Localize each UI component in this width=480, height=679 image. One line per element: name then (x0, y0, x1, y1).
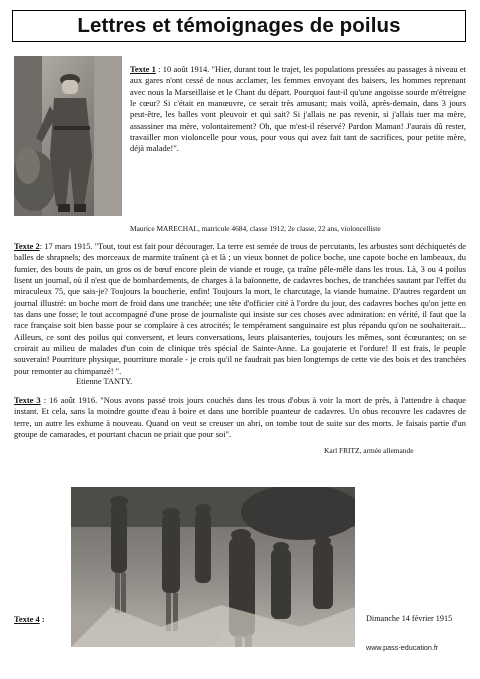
texte-3-body: : 16 août 1916. "Nous avons passé trois jours couchés dans les trous d'obus à voir la mort de près, à l'attendre à chaque instant. Et cela, sans la moindre goutte d'eau à boire et dans une horrible puanteur de cadavres. Un obus recouvre les cadavres de terre, un autre les exhume à nouveau. Quand on veut se creuser un abri, on tombe tout de suite sur des morts. Je faisais partie d'un groupe de camarades, et pourtant chacun ne priait que pour soi". (14, 395, 466, 440)
soldier-portrait-image (14, 56, 122, 216)
texte-1-signature: Maurice MARECHAL, matricule 4684, classe 1912, 2e classe, 22 ans, violoncelliste (130, 224, 381, 233)
texte-4 (14, 614, 45, 624)
texte-2-body: : 17 mars 1915. "Tout, tout est fait pour décourager. La terre est semée de trous de percutants, les arbustes sont déchiquetés de balles de shrapnels; des morceaux de marmite traînent çà et là ; un vieux bonnet de police boche, une capote boche en lambeaux, du fumier, des bouts de pain, un gros os de bœuf encore plein de viande et rouge, ça traîne pêle-mêle dans les trous. Là, 3 ou 4 poilus lisent un journal, où il n'est que de bombardements, de charges à la baïonnette, de cadavres boches, de tranchées sautant par l'effet du miraculeux 75, que sais-je? Toujours la boucherie, enfin! Toujours la mort, le charcutage, la viande humaine. D'autres regardent un journal illustré: un boche mort de froid dans une tranchée; une tête d'officier cité à l'ordre du jour, des cadavres boches qu'on jette en tas dans une fosse; le tout accompagné d'une prose de journaliste qui insiste sur ces choses avec admiration: en vérité, il faut que la race française soit bien basse pour se complaire à ces atrocités; le tempérament sanguinaire est plus répandu qu'on ne souhaiterait... Ailleurs, ce sont des poilus qui conversent, et leurs conversations, leurs plaisanteries, toujours les mêmes, sont écœurantes; on se croirait au milieu de malades d'un coin de clinique très spécial de Sainte-Anne. La goujaterie et l'ordure! Il est frais, le peuple souverain! Pourriture physique, pourriture morale - je crois qu'il ne faudrait pas bien longtemps de cette vie des bois et des tranchées pour remonter au chimpanzé! ". (14, 241, 466, 376)
website-link[interactable]: www.pass-education.fr (366, 643, 439, 652)
texte-3-label: Texte 3 (14, 395, 41, 405)
texte-4-suffix: : (39, 614, 45, 624)
texte-4-date: Dimanche 14 février 1915 (366, 614, 453, 623)
texte-4-label: Texte 4 (14, 614, 40, 624)
texte-3 (14, 395, 466, 440)
texte-1-label: Texte 1 (130, 64, 156, 74)
soldiers-group-image (71, 487, 355, 647)
soldier-portrait-photo (14, 56, 122, 216)
texte-2 (14, 241, 466, 377)
page-title: Lettres et témoignages de poilus (77, 14, 401, 37)
title-box (12, 10, 466, 42)
texte-2-signature: Etienne TANTY. (76, 377, 133, 386)
soldiers-group-photo (71, 487, 355, 647)
texte-1 (130, 64, 466, 155)
texte-2-label: Texte 2 (14, 241, 40, 251)
texte-1-body: : 10 août 1914. "Hier, durant tout le trajet, les populations pressées au passages à niveau et aux gares n'ont cessé de nous acclamer, les femmes envoyant des baisers, les hommes reprenant avec nous la Marseillaise et le Chant du départ. Pourquoi faut-il qu'une angoisse sourde m'étreigne le cœur? Si c'était en manœuvre, ce serait très amusant; mais voilà, après-demain, dans 3 jours peut-être, les balles vont pleuvoir et qui sait? Si j'allais ne pas revenir, si j'allais tuer ma mère, assassiner ma mère, volontairement? Oh, que m'est-il réservé? Pardon Maman! J'aurais dû rester, travailler mon violoncelle pour vous, pour vous qui avez fait tant de sacrifices, pour petite mère, déjà malade!". (130, 64, 466, 154)
texte-3-signature: Karl FRITZ, armée allemande (324, 446, 414, 455)
